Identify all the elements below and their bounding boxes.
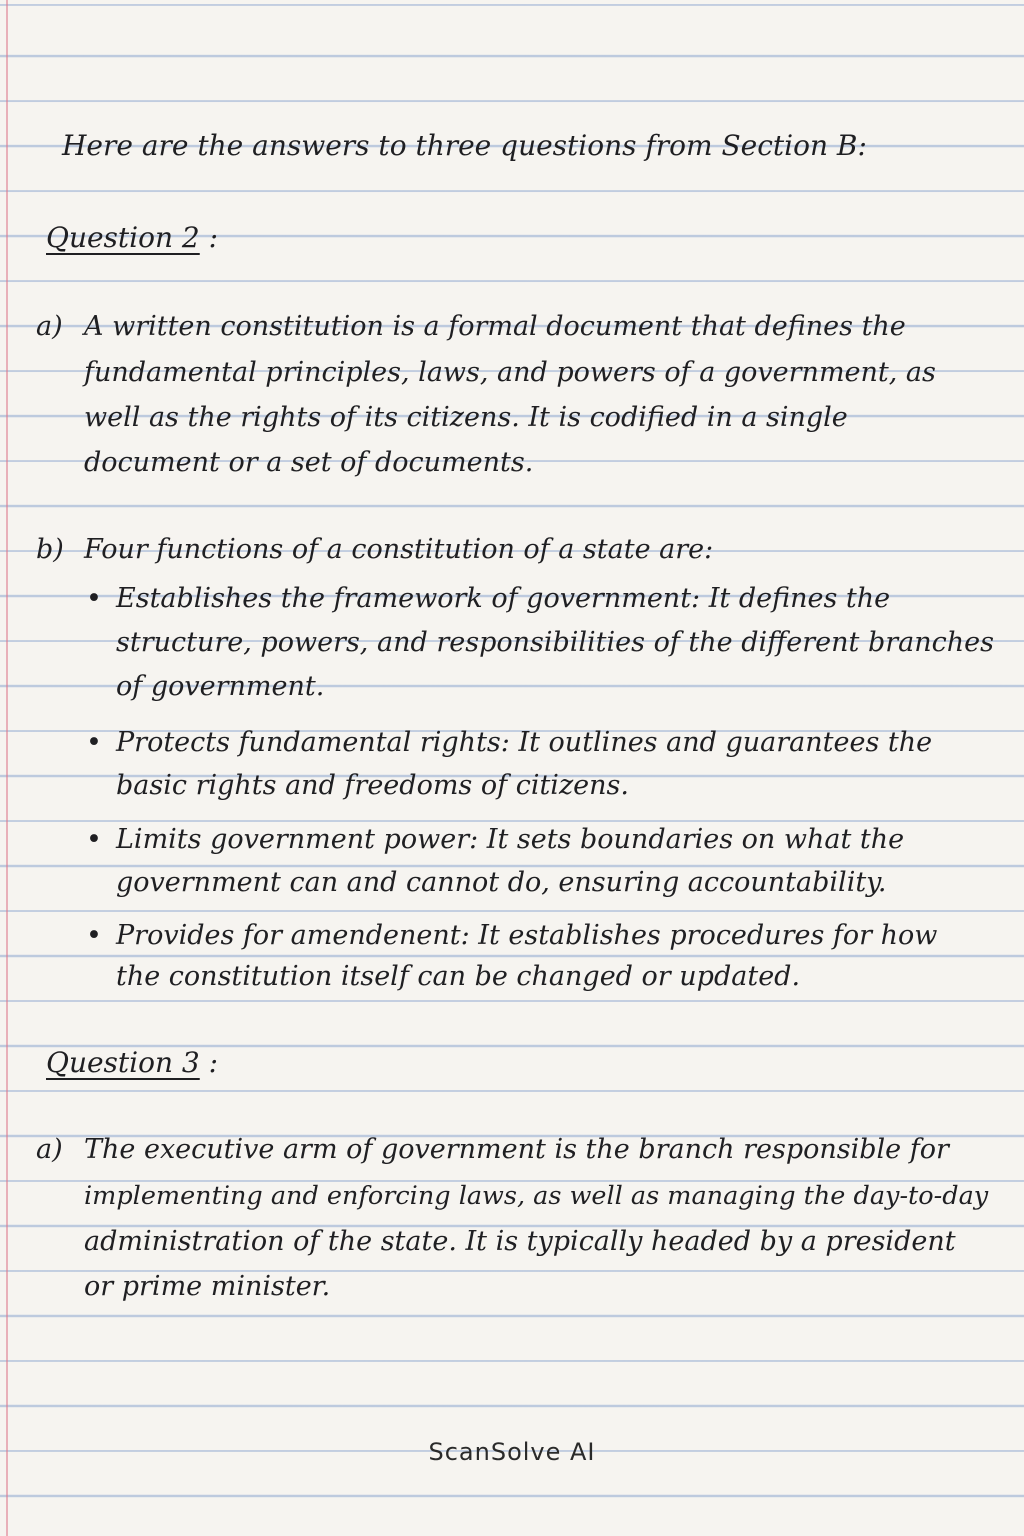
q2-bullet-4 (86, 914, 937, 958)
q3-a-line-3: administration of the state. It is typically headed by a president (84, 1226, 956, 1257)
bullet-3-text-2: government can and cannot do, ensuring accountability. (116, 867, 887, 898)
margin-line (6, 0, 8, 1536)
bullet-dot-icon: • (86, 920, 102, 951)
bullet-1-text-1: Establishes the framework of government: It defines the (116, 583, 891, 614)
bullet-dot-icon: • (86, 583, 102, 614)
bullet-2-text-1: Protects fundamental rights: It outlines and guarantees the (116, 727, 933, 758)
bullet-1-text-3: of government. (116, 671, 325, 702)
q2-a-line-1 (36, 305, 906, 349)
bullet-dot-icon: • (86, 727, 102, 758)
question-3-title: Question 3 (46, 1046, 200, 1079)
q3-a-marker: a) (36, 1134, 63, 1165)
q3-a-line-4: or prime minister. (84, 1271, 331, 1302)
bullet-4-text-2: the constitution itself can be changed or updated. (116, 961, 801, 992)
bullet-4-text-1: Provides for amendenent: It establishes procedures for how (116, 920, 938, 951)
bullet-1-text-2: structure, powers, and responsibilities of the different branches (116, 627, 994, 658)
q2-a-line-2: fundamental principles, laws, and powers of a government, as (84, 357, 936, 388)
q2-bullet-1 (86, 577, 890, 621)
q2-a-marker: a) (36, 311, 63, 342)
footer-watermark: ScanSolve AI (428, 1438, 596, 1466)
q2-bullet-3 (86, 818, 904, 862)
q3-a-line-2: implementing and enforcing laws, as well as managing the day-to-day (84, 1181, 989, 1211)
question-2-title: Question 2 (46, 221, 200, 254)
bullet-dot-icon: • (86, 824, 102, 855)
q2-a-line-4: document or a set of documents. (84, 447, 534, 478)
q2-a-text-1: A written constitution is a formal document that defines the (84, 311, 906, 342)
q2-b-marker: b) (36, 534, 64, 565)
q2-bullet-2 (86, 721, 932, 765)
q2-b-line (36, 528, 713, 572)
bullet-2-text-2: basic rights and freedoms of citizens. (116, 770, 629, 801)
question-2-heading: Question 2 : (46, 221, 219, 254)
bullet-3-text-1: Limits government power: It sets boundaries on what the (116, 824, 905, 855)
q3-a-line-1 (36, 1128, 949, 1172)
q3-a-text-1: The executive arm of government is the branch responsible for (84, 1134, 949, 1165)
q2-b-intro: Four functions of a constitution of a state are: (84, 534, 714, 565)
question-3-heading: Question 3 : (46, 1046, 219, 1079)
q2-a-line-3: well as the rights of its citizens. It is codified in a single (84, 402, 848, 433)
intro-text: Here are the answers to three questions from Section B: (62, 129, 867, 162)
